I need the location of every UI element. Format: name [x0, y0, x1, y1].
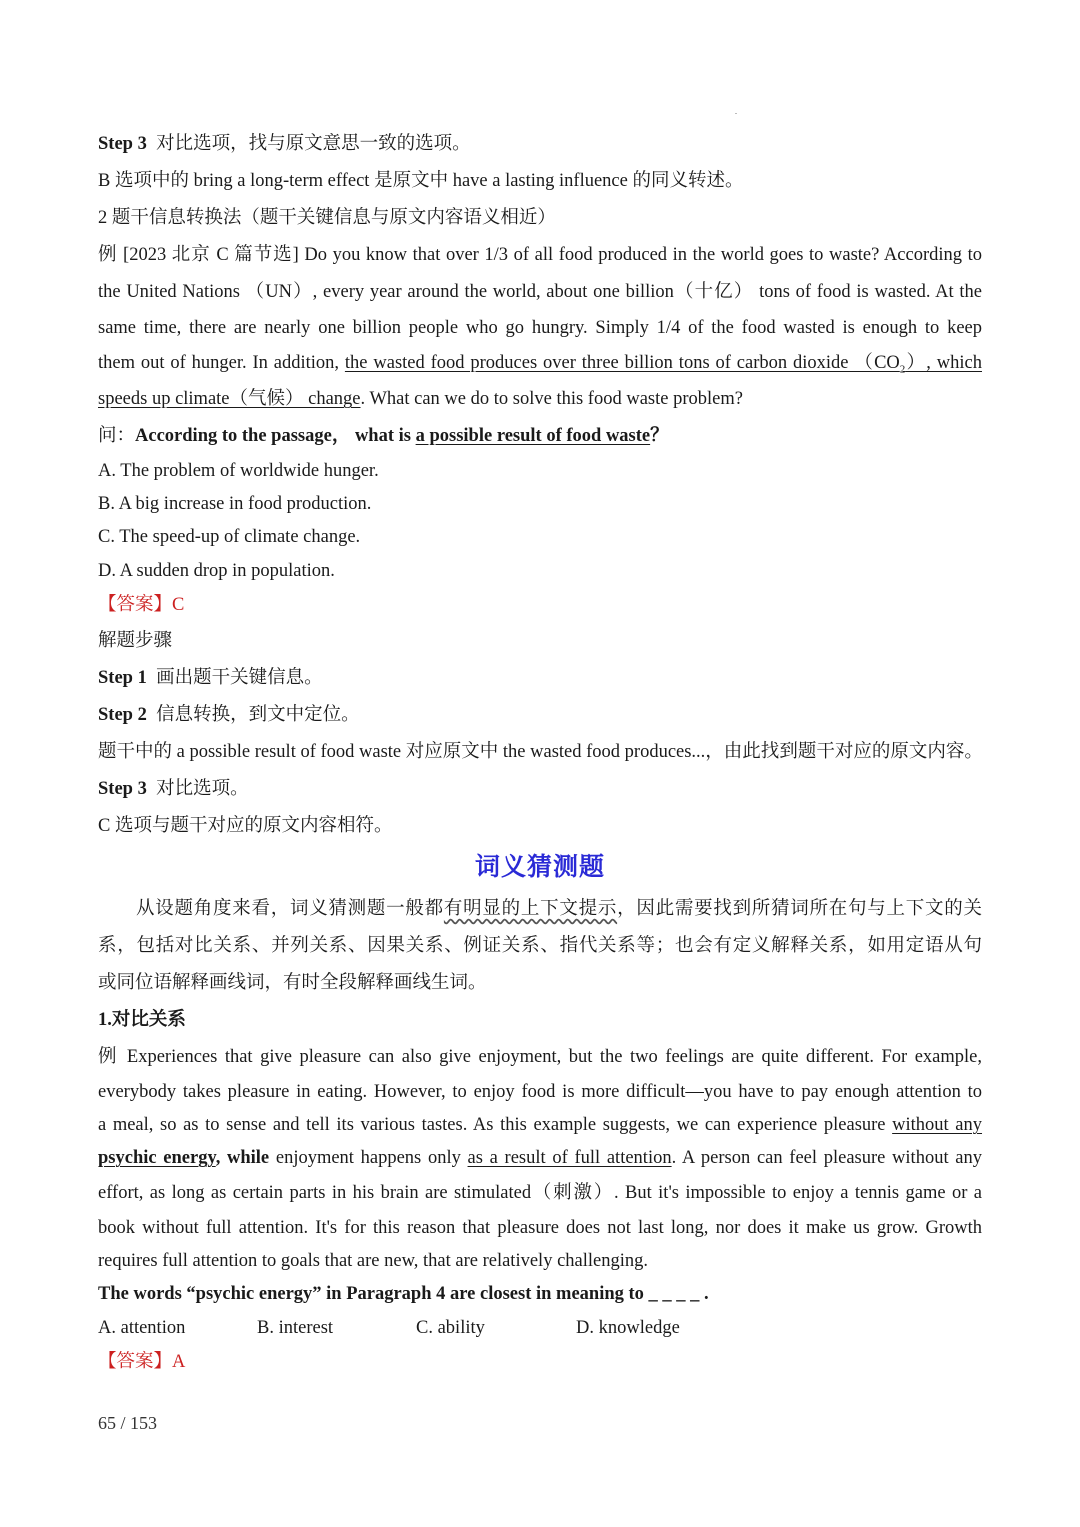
passage-line: book without full attention. It's for this reason that pleasure does not last long, nor does it make us grow. Growth: [98, 1218, 982, 1238]
step-label: Step 1: [98, 668, 147, 688]
passage-line: [98, 1142, 982, 1175]
answer-value: C: [172, 595, 185, 615]
subscript: 2: [899, 363, 906, 376]
passage-line: [98, 1109, 982, 1142]
step-label: Step 3: [98, 134, 147, 154]
option-b: B. interest: [257, 1318, 334, 1338]
intro-line: [98, 891, 982, 928]
underlined-key-sentence: speeds up climate（气候） change: [98, 389, 361, 409]
underlined-text: the wasted food produces over three billion tons of carbon dioxide （CO: [344, 353, 900, 373]
steps-heading: 解题步骤: [98, 631, 173, 651]
step-label: Step 2: [98, 705, 147, 725]
step2-note: 题干中的 a possible result of food waste 对应原文中 the wasted food produces...，由此找到题干对应的原文内容。: [98, 742, 983, 762]
option-a: A. The problem of worldwide hunger.: [98, 461, 379, 481]
page-number: 65 / 153: [98, 1413, 158, 1433]
passage-line: same time, there are nearly one billion people who go hungry. Simply 1/4 of the food wasted is enough to keep: [98, 318, 982, 338]
question-prefix: 问：: [98, 426, 136, 446]
underlined-text: as a result of full attention: [467, 1148, 672, 1168]
passage-text: . What can we do to solve this food waste problem?: [360, 389, 743, 409]
question-line: [98, 418, 982, 455]
passage-line: requires full attention to goals that are new, that are relatively challenging.: [98, 1251, 648, 1271]
bold-conjunction: , while: [215, 1148, 270, 1168]
passage-text: . A person can feel pleasure without any: [671, 1148, 982, 1168]
passage-text: enjoyment happens only: [269, 1148, 468, 1168]
page-content: [98, 126, 982, 1380]
answer-label: 【答案】: [98, 595, 173, 615]
step3-note: C 选项与题干对应的原文内容相符。: [98, 816, 393, 836]
passage-line: effort, as long as certain parts in his brain are stimulated（刺激）. But it's impossible to enjoy a tennis game or a: [98, 1183, 982, 1203]
section-title: 词义猜测题: [474, 854, 605, 881]
subsection-title: 1.对比关系: [98, 1010, 186, 1030]
passage-line: [98, 381, 982, 418]
question-text: The words “psychic energy” in Paragraph 4 are closest in meaning to _ _ _ _ .: [98, 1284, 709, 1304]
question-line: [98, 1278, 982, 1311]
step-text: 画出题干关键信息。: [156, 668, 323, 688]
stray-mark: [735, 113, 737, 114]
step-text: 信息转换，到文中定位。: [156, 705, 360, 725]
target-word: psychic energy: [98, 1148, 216, 1168]
question-key-info: a possible result of food waste: [415, 426, 651, 446]
step2-line: [98, 697, 982, 734]
option-c: C. ability: [416, 1318, 485, 1338]
intro-text: ，因此需要找到所猜词所在句与上下文的关: [617, 899, 982, 919]
option-d: D. A sudden drop in population.: [98, 561, 335, 581]
step1-line: [98, 660, 982, 697]
underlined-key-sentence: [344, 353, 982, 376]
question-end: ？: [650, 426, 669, 446]
options-row: [98, 1311, 982, 1345]
underlined-text: ）, which: [905, 353, 982, 373]
method-heading: 2 题干信息转换法（题干关键信息与原文内容语义相近）: [98, 208, 556, 228]
answer-value: A: [172, 1352, 186, 1372]
option-d: D. knowledge: [576, 1318, 680, 1338]
subsection-heading: [98, 1002, 982, 1039]
question-text: According to the passage， what is: [135, 426, 416, 446]
passage-line: everybody takes pleasure in eating. However, to enjoy food is more difficult—you have to pay enough attention to: [98, 1082, 982, 1102]
passage-text: a meal, so as to sense and tell its various tastes. As this example suggests, we can experience pleasure: [98, 1115, 893, 1135]
step3-line: [98, 126, 982, 163]
intro-text: 从设题角度来看，词义猜测题一般都: [136, 899, 444, 919]
passage-line: the United Nations （UN）, every year around the world, about one billion（十亿） tons of food is wasted. At the: [98, 282, 982, 302]
option-a: A. attention: [98, 1318, 186, 1338]
wavy-underlined-text: 有明显的上下文提示: [443, 899, 618, 919]
underlined-text: without any: [892, 1115, 983, 1135]
step3b-line: [98, 771, 982, 808]
intro-line: 或同位语解释画线词，有时全段解释画线生词。: [98, 973, 487, 993]
answer-line: [98, 588, 982, 623]
step-label: Step 3: [98, 779, 147, 799]
passage-text: them out of hunger. In addition,: [98, 353, 345, 373]
step-text: 对比选项。: [156, 779, 249, 799]
option-b: B. A big increase in food production.: [98, 494, 372, 514]
passage-line: 例 Experiences that give pleasure can also give enjoyment, but the two feelings are quite different. For example,: [98, 1047, 982, 1067]
option-c: C. The speed-up of climate change.: [98, 527, 361, 547]
option-b-note: B 选项中的 bring a long-term effect 是原文中 have a lasting influence 的同义转述。: [98, 171, 744, 191]
passage-line: [98, 346, 982, 381]
answer-label: 【答案】: [98, 1352, 173, 1372]
answer-line: [98, 1345, 982, 1380]
passage-line: 例 [2023 北京 C 篇节选] Do you know that over 1/3 of all food produced in the world goes to waste? According to: [98, 245, 982, 265]
intro-line: 系，包括对比关系、并列关系、因果关系、例证关系、指代关系等；也会有定义解释关系，如用定语从句: [98, 936, 982, 956]
step-text: 对比选项，找与原文意思一致的选项。: [156, 134, 471, 154]
